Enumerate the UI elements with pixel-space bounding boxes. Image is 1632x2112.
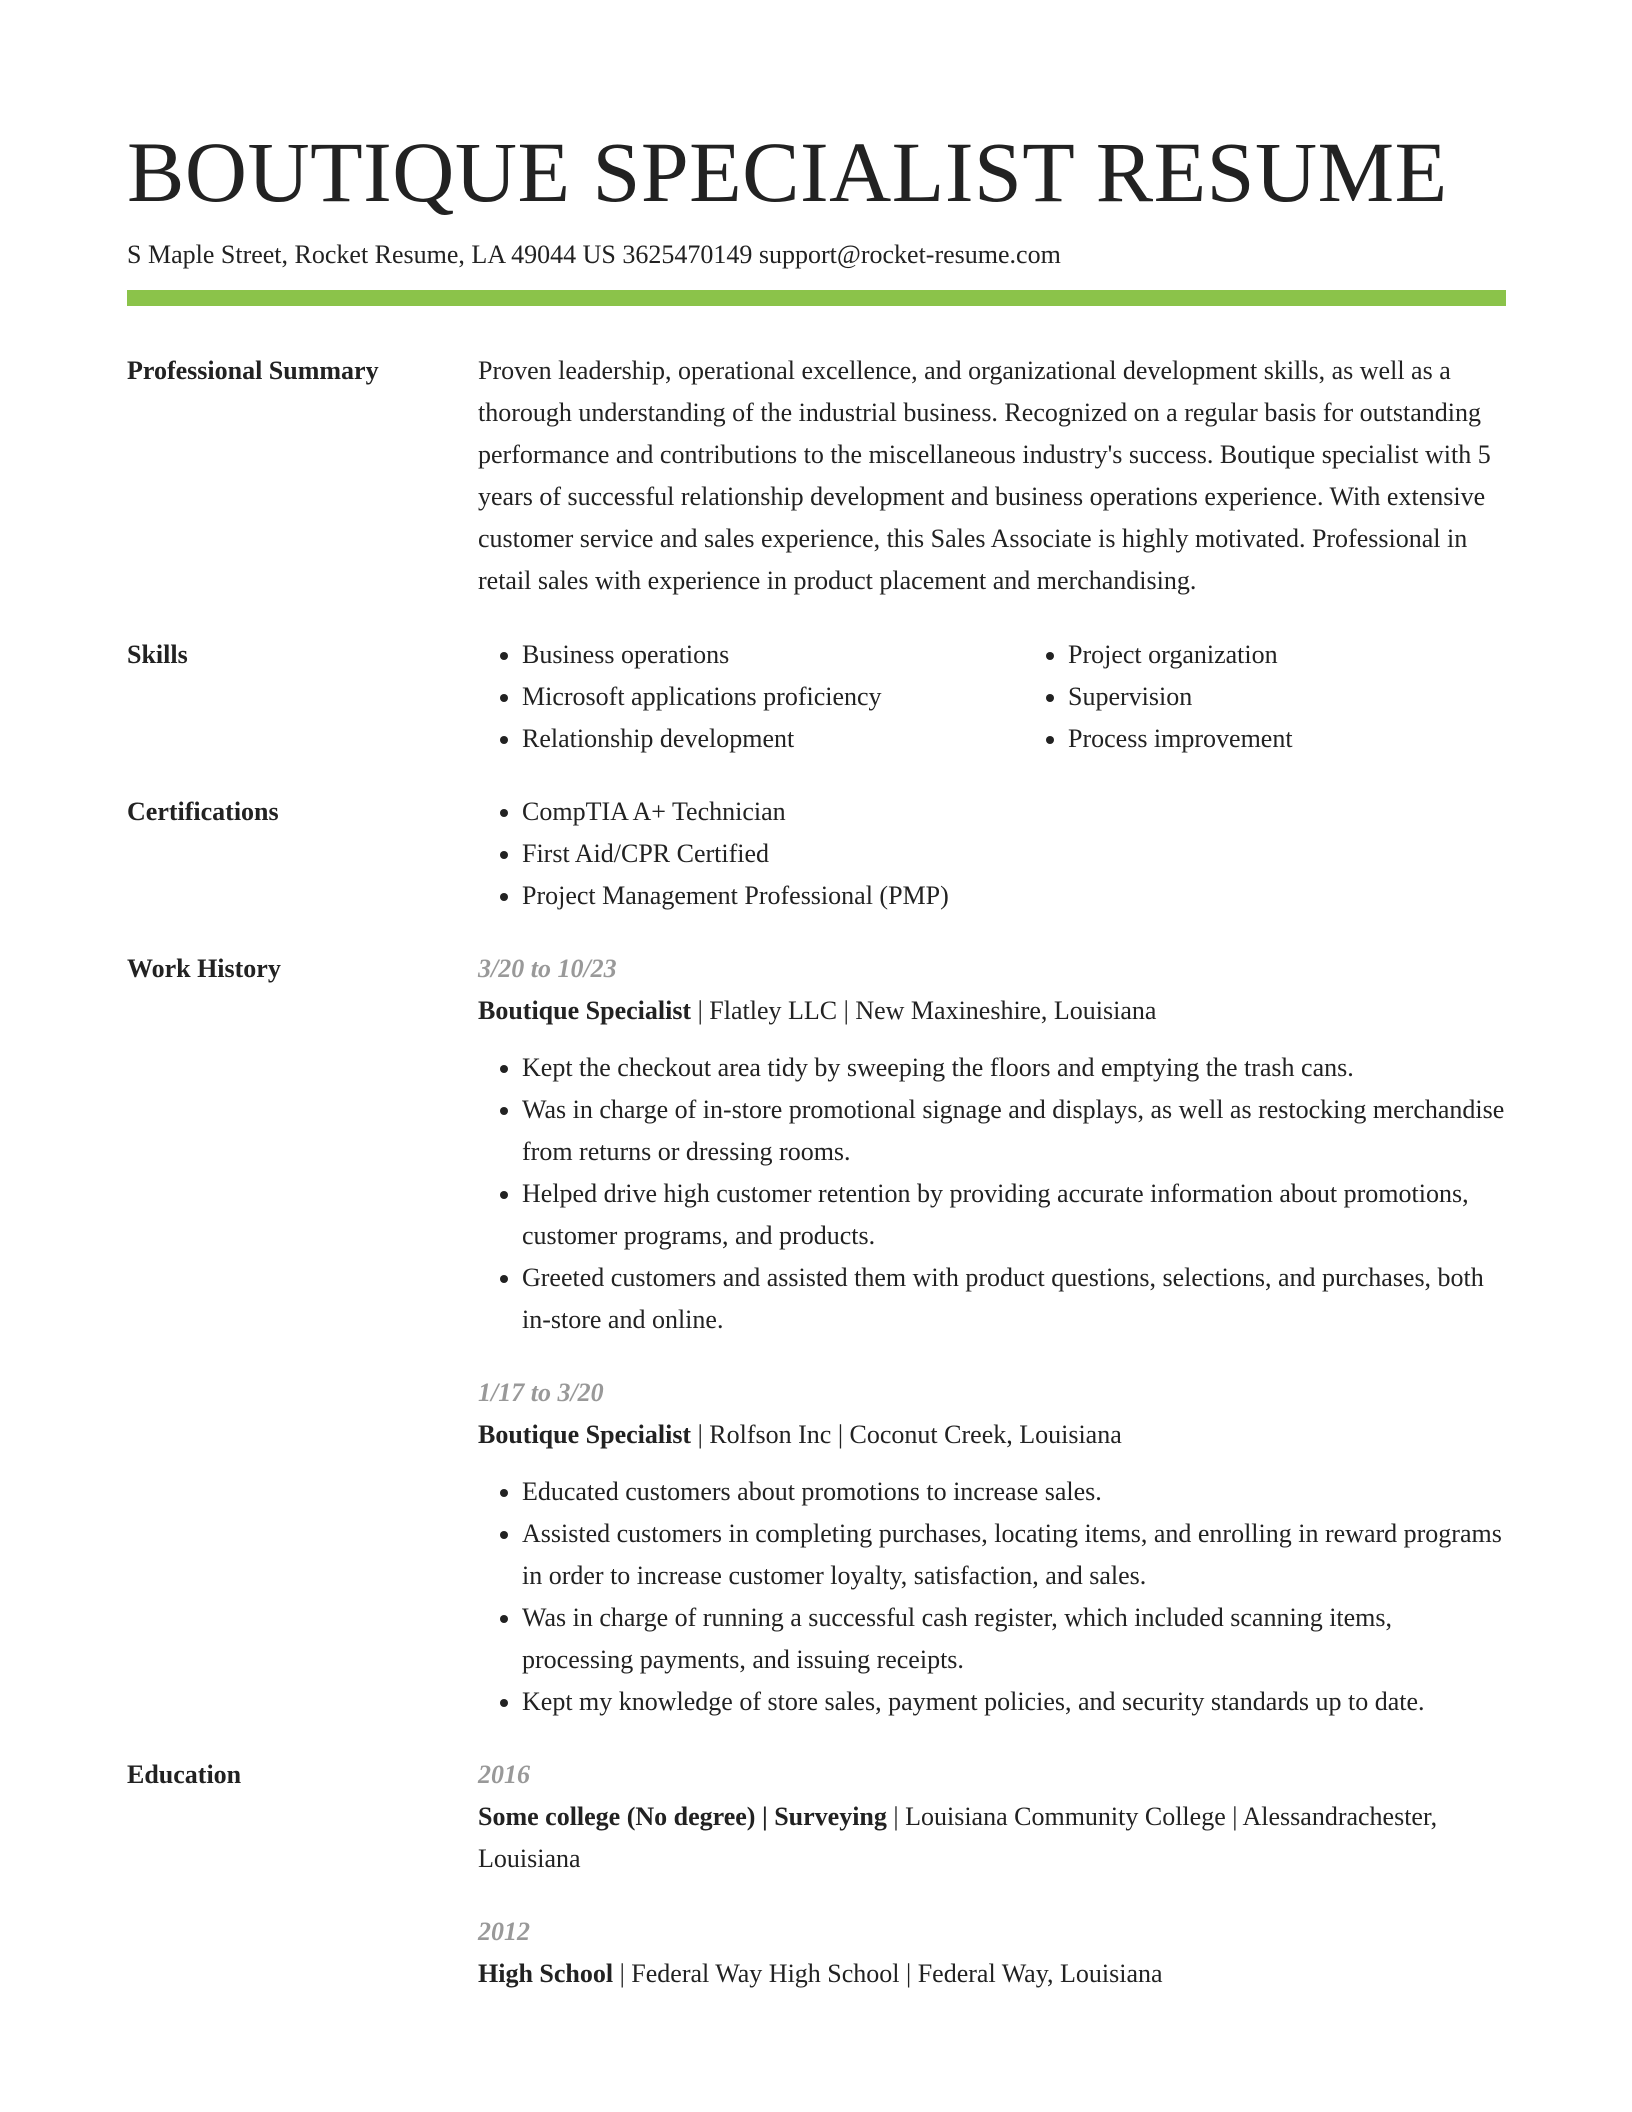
job-bullets — [478, 1047, 1506, 1341]
summary-text: Proven leadership, operational excellence, and organizational development skills, as well as a thorough understanding of the industrial business. Recognized on a regular basis for outstanding performance and contributions to the miscellaneous industry's success. Boutique specialist with 5 years of successful relationship development and business operations experience. With extensive customer service and sales experience, this Sales Associate is highly motivated. Professional in retail sales with experience in product placement and merchandising. — [478, 356, 1491, 595]
header-divider — [127, 290, 1506, 306]
skill-item: • Relationship development — [522, 718, 1024, 760]
section-label: Skills — [127, 640, 188, 669]
summary-section — [127, 350, 1506, 602]
skill-item: • Business operations — [522, 634, 1024, 676]
job-details: | Rolfson Inc | Coconut Creek, Louisiana — [691, 1420, 1122, 1449]
job-bullet: • Was in charge of in-store promotional signage and displays, as well as restocking merchandise from returns or dressing rooms. — [522, 1089, 1506, 1173]
job-date: 3/20 to 10/23 — [478, 954, 617, 983]
job-details: | Flatley LLC | New Maxineshire, Louisiana — [691, 996, 1157, 1025]
job-title: Boutique Specialist — [478, 996, 692, 1025]
education-entry — [478, 1754, 1506, 1880]
job-heading — [478, 990, 1506, 1032]
education-entry — [478, 1911, 1506, 1995]
job-title: Boutique Specialist — [478, 1420, 692, 1449]
certification-item: • CompTIA A+ Technician — [522, 791, 1506, 833]
education-heading — [478, 1953, 1506, 1995]
section-content — [478, 1754, 1506, 1995]
job-bullet: • Educated customers about promotions to increase sales. — [522, 1471, 1506, 1513]
education-details: | Louisiana Community College | Alessandrachester, Louisiana — [478, 1802, 1438, 1873]
education-date: 2016 — [478, 1760, 530, 1789]
job-bullet: • Greeted customers and assisted them with product questions, selections, and purchases, both in-store and online. — [522, 1257, 1506, 1341]
job-bullet: • Kept my knowledge of store sales, payment policies, and security standards up to date. — [522, 1681, 1506, 1723]
education-heading — [478, 1796, 1506, 1880]
job-bullet: • Was in charge of running a successful cash register, which included scanning items, processing payments, and issuing receipts. — [522, 1597, 1506, 1681]
job-entry — [478, 948, 1506, 1341]
education-title: High School — [478, 1959, 614, 1988]
skills-grid — [478, 634, 1570, 760]
contact-line: S Maple Street, Rocket Resume, LA 49044 US 3625470149 support@rocket-resume.com — [127, 240, 1061, 269]
section-content — [478, 350, 1506, 602]
section-label: Certifications — [127, 797, 279, 826]
certifications-section — [127, 791, 1506, 917]
certifications-list — [478, 791, 1506, 917]
job-heading — [478, 1414, 1506, 1456]
education-details: | Federal Way High School | Federal Way, Louisiana — [613, 1959, 1163, 1988]
page-title: BOUTIQUE SPECIALIST RESUME — [127, 124, 1448, 220]
skill-item: • Process improvement — [1068, 718, 1570, 760]
skills-list-right — [1024, 634, 1570, 760]
job-bullet: • Kept the checkout area tidy by sweeping the floors and emptying the trash cans. — [522, 1047, 1506, 1089]
education-title: Some college (No degree) | Surveying — [478, 1802, 887, 1831]
job-bullet: • Assisted customers in completing purchases, locating items, and enrolling in reward programs in order to increase customer loyalty, satisfaction, and sales. — [522, 1513, 1506, 1597]
section-label: Professional Summary — [127, 356, 379, 385]
education-section — [127, 1754, 1506, 1995]
skills-list-left — [478, 634, 1024, 760]
education-date: 2012 — [478, 1917, 530, 1946]
work-history-section — [127, 948, 1506, 1723]
certification-item: • Project Management Professional (PMP) — [522, 875, 1506, 917]
job-bullets — [478, 1471, 1506, 1723]
job-bullet: • Helped drive high customer retention by providing accurate information about promotions, customer programs, and products. — [522, 1173, 1506, 1257]
section-content — [478, 948, 1506, 1723]
section-content — [478, 791, 1506, 917]
job-date: 1/17 to 3/20 — [478, 1378, 604, 1407]
section-label: Work History — [127, 954, 281, 983]
section-label: Education — [127, 1760, 242, 1789]
skill-item: • Project organization — [1068, 634, 1570, 676]
skills-section — [127, 634, 1506, 760]
skill-item: • Microsoft applications proficiency — [522, 676, 1024, 718]
certification-item: • First Aid/CPR Certified — [522, 833, 1506, 875]
skill-item: • Supervision — [1068, 676, 1570, 718]
job-entry — [478, 1372, 1506, 1723]
